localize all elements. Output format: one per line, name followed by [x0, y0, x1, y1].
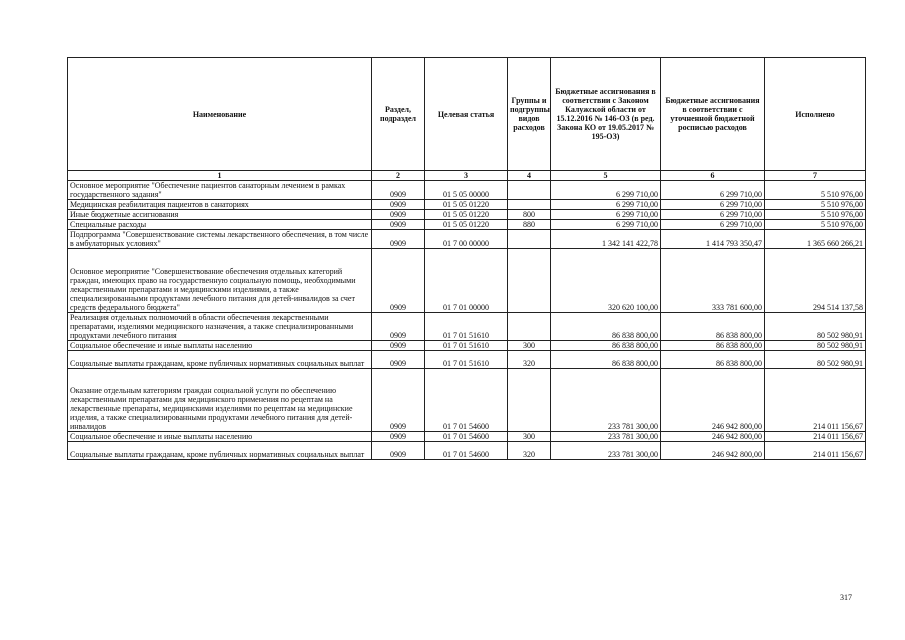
row-schedule-amount-cell: 6 299 710,00 — [661, 200, 765, 210]
header-name: Наименование — [68, 58, 372, 171]
header-schedule-appropriations: Бюджетные ассигнования в соответствии с уточненной бюджетной росписью расходов — [661, 58, 765, 171]
row-schedule-amount-cell: 246 942 800,00 — [661, 442, 765, 460]
row-schedule-amount-cell: 86 838 800,00 — [661, 313, 765, 341]
table-body — [68, 181, 866, 460]
row-schedule-amount-cell: 333 781 600,00 — [661, 249, 765, 313]
row-section-cell: 0909 — [372, 313, 425, 341]
row-executed-amount-cell: 214 011 156,67 — [765, 442, 866, 460]
row-expense-group-cell — [508, 200, 551, 210]
row-target-article-cell: 01 5 05 01220 — [425, 220, 508, 230]
column-number: 1 — [68, 171, 372, 181]
row-law-amount-cell: 6 299 710,00 — [551, 181, 661, 200]
row-target-article-cell: 01 7 01 51610 — [425, 313, 508, 341]
page-number: 317 — [840, 593, 852, 602]
row-schedule-amount-cell: 246 942 800,00 — [661, 432, 765, 442]
row-executed-amount-cell: 5 510 976,00 — [765, 220, 866, 230]
row-executed-amount-cell: 294 514 137,58 — [765, 249, 866, 313]
column-number: 6 — [661, 171, 765, 181]
row-target-article-cell: 01 5 05 01220 — [425, 210, 508, 220]
row-law-amount-cell: 6 299 710,00 — [551, 210, 661, 220]
row-executed-amount-cell: 80 502 980,91 — [765, 313, 866, 341]
row-executed-amount-cell: 1 365 660 266,21 — [765, 230, 866, 249]
row-target-article-cell: 01 7 01 54600 — [425, 369, 508, 432]
row-name-cell: Основное мероприятие "Обеспечение пациентов санаторным лечением в рамках государственного задания" — [68, 181, 372, 200]
row-executed-amount-cell: 80 502 980,91 — [765, 351, 866, 369]
row-executed-amount-cell: 80 502 980,91 — [765, 341, 866, 351]
row-expense-group-cell: 320 — [508, 351, 551, 369]
row-name-cell: Медицинская реабилитация пациентов в санаториях — [68, 200, 372, 210]
row-target-article-cell: 01 5 05 00000 — [425, 181, 508, 200]
table-row — [68, 220, 866, 230]
header-section: Раздел, подраздел — [372, 58, 425, 171]
row-section-cell: 0909 — [372, 220, 425, 230]
row-name-cell: Социальное обеспечение и иные выплаты населению — [68, 432, 372, 442]
column-number: 7 — [765, 171, 866, 181]
row-section-cell: 0909 — [372, 200, 425, 210]
row-schedule-amount-cell: 6 299 710,00 — [661, 181, 765, 200]
row-name-cell: Специальные расходы — [68, 220, 372, 230]
row-expense-group-cell — [508, 369, 551, 432]
row-law-amount-cell: 320 620 100,00 — [551, 249, 661, 313]
row-expense-group-cell: 800 — [508, 210, 551, 220]
header-expense-group: Группы и подгруппы видов расходов — [508, 58, 551, 171]
row-executed-amount-cell: 5 510 976,00 — [765, 210, 866, 220]
column-number-row — [68, 171, 866, 181]
row-schedule-amount-cell: 6 299 710,00 — [661, 210, 765, 220]
table-row — [68, 210, 866, 220]
row-section-cell: 0909 — [372, 351, 425, 369]
column-number: 4 — [508, 171, 551, 181]
row-name-cell: Реализация отдельных полномочий в области обеспечения лекарственными препаратами, изделиями медицинского назначения, а также специализированными продуктами лечебного питания — [68, 313, 372, 341]
row-section-cell: 0909 — [372, 210, 425, 220]
row-expense-group-cell — [508, 313, 551, 341]
row-law-amount-cell: 86 838 800,00 — [551, 313, 661, 341]
table-row — [68, 351, 866, 369]
row-law-amount-cell: 86 838 800,00 — [551, 341, 661, 351]
row-name-cell: Основное мероприятие "Совершенствование обеспечения отдельных категорий граждан, имеющих право на государственную социальную помощь, необходимыми лекарственными препаратами и медицинскими изделиями, а также специализированными продуктами лечебного питания для детей-инвалидов за счет средств федерального бюджета" — [68, 249, 372, 313]
row-executed-amount-cell: 5 510 976,00 — [765, 200, 866, 210]
table-row — [68, 230, 866, 249]
row-expense-group-cell: 300 — [508, 341, 551, 351]
row-schedule-amount-cell: 1 414 793 350,47 — [661, 230, 765, 249]
row-section-cell: 0909 — [372, 442, 425, 460]
row-name-cell: Оказание отдельным категориям граждан социальной услуги по обеспечению лекарственными препаратами для медицинского применения по рецептам на лекарственные препараты, медицинскими изделиями по рецептам на медицинские изделия, а также специализированными продуктами лечебного питания для детей-инвалидов — [68, 369, 372, 432]
row-target-article-cell: 01 7 01 51610 — [425, 341, 508, 351]
row-target-article-cell: 01 7 00 00000 — [425, 230, 508, 249]
row-section-cell: 0909 — [372, 181, 425, 200]
row-law-amount-cell: 6 299 710,00 — [551, 200, 661, 210]
row-section-cell: 0909 — [372, 369, 425, 432]
row-target-article-cell: 01 7 01 54600 — [425, 442, 508, 460]
header-law-appropriations: Бюджетные ассигнования в соответствии с Законом Калужской области от 15.12.2016 № 146-ОЗ (в ред. Закона КО от 19.05.2017 № 195-ОЗ) — [551, 58, 661, 171]
row-law-amount-cell: 233 781 300,00 — [551, 369, 661, 432]
table-row — [68, 369, 866, 432]
row-executed-amount-cell: 214 011 156,67 — [765, 432, 866, 442]
row-target-article-cell: 01 7 01 00000 — [425, 249, 508, 313]
row-name-cell: Социальные выплаты гражданам, кроме публичных нормативных социальных выплат — [68, 351, 372, 369]
table-row — [68, 442, 866, 460]
table-row — [68, 313, 866, 341]
row-name-cell: Социальное обеспечение и иные выплаты населению — [68, 341, 372, 351]
row-target-article-cell: 01 7 01 51610 — [425, 351, 508, 369]
row-law-amount-cell: 1 342 141 422,78 — [551, 230, 661, 249]
row-target-article-cell: 01 5 05 01220 — [425, 200, 508, 210]
row-target-article-cell: 01 7 01 54600 — [425, 432, 508, 442]
row-executed-amount-cell: 214 011 156,67 — [765, 369, 866, 432]
row-name-cell: Иные бюджетные ассигнования — [68, 210, 372, 220]
table-row — [68, 200, 866, 210]
header-target-article: Целевая статья — [425, 58, 508, 171]
row-schedule-amount-cell: 86 838 800,00 — [661, 341, 765, 351]
table-header-row — [68, 58, 866, 171]
row-name-cell: Подпрограмма "Совершенствование системы лекарственного обеспечения, в том числе в амбулаторных условиях" — [68, 230, 372, 249]
row-section-cell: 0909 — [372, 249, 425, 313]
row-expense-group-cell: 300 — [508, 432, 551, 442]
column-number: 2 — [372, 171, 425, 181]
row-expense-group-cell: 320 — [508, 442, 551, 460]
table-row — [68, 432, 866, 442]
table-row — [68, 181, 866, 200]
row-section-cell: 0909 — [372, 432, 425, 442]
budget-execution-table — [67, 57, 866, 460]
row-expense-group-cell — [508, 181, 551, 200]
column-number: 5 — [551, 171, 661, 181]
row-expense-group-cell — [508, 249, 551, 313]
row-law-amount-cell: 6 299 710,00 — [551, 220, 661, 230]
column-number: 3 — [425, 171, 508, 181]
row-schedule-amount-cell: 246 942 800,00 — [661, 369, 765, 432]
row-schedule-amount-cell: 6 299 710,00 — [661, 220, 765, 230]
row-law-amount-cell: 233 781 300,00 — [551, 442, 661, 460]
row-section-cell: 0909 — [372, 230, 425, 249]
row-section-cell: 0909 — [372, 341, 425, 351]
header-executed: Исполнено — [765, 58, 866, 171]
row-name-cell: Социальные выплаты гражданам, кроме публичных нормативных социальных выплат — [68, 442, 372, 460]
row-law-amount-cell: 233 781 300,00 — [551, 432, 661, 442]
row-expense-group-cell — [508, 230, 551, 249]
row-schedule-amount-cell: 86 838 800,00 — [661, 351, 765, 369]
table-row — [68, 249, 866, 313]
row-executed-amount-cell: 5 510 976,00 — [765, 181, 866, 200]
row-expense-group-cell: 880 — [508, 220, 551, 230]
row-law-amount-cell: 86 838 800,00 — [551, 351, 661, 369]
table-row — [68, 341, 866, 351]
